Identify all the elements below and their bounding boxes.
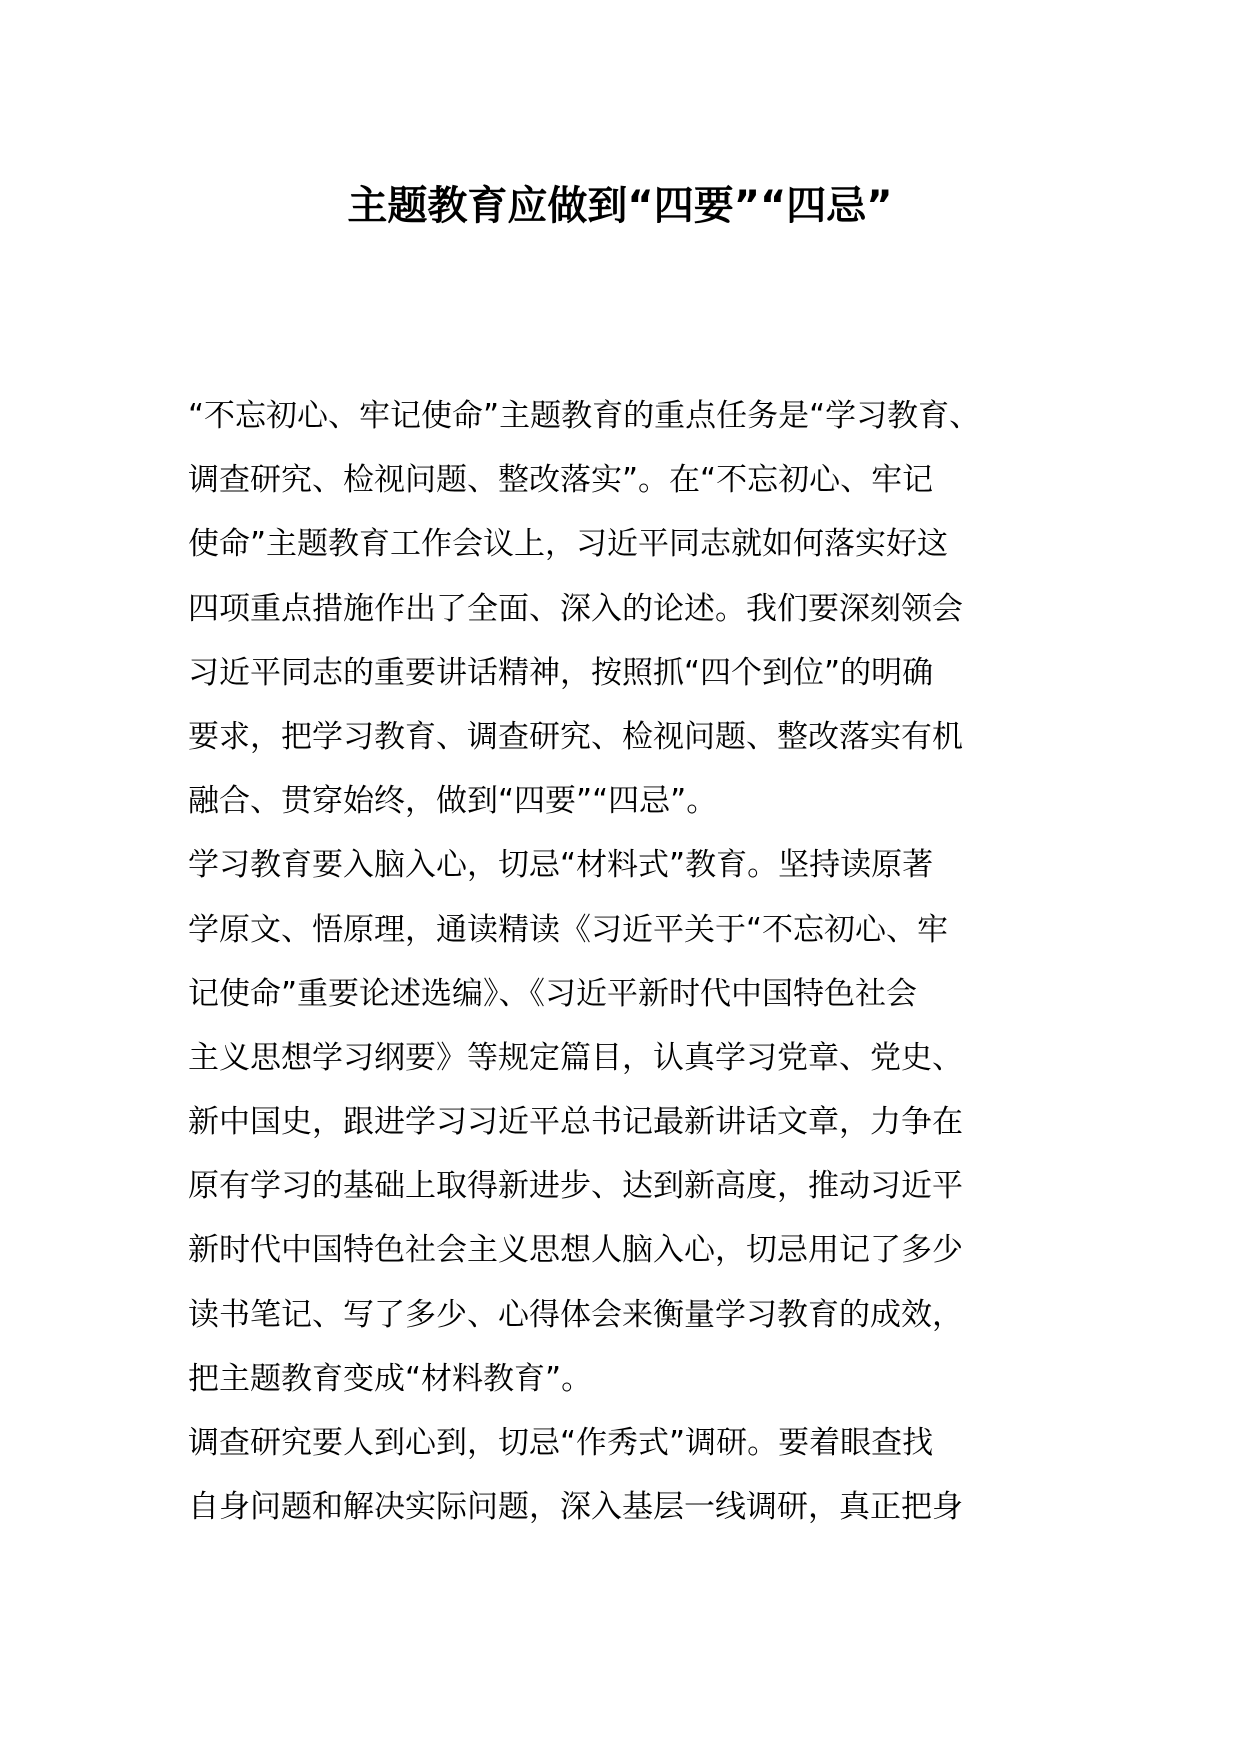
body-line: 调查研究要人到心到，切忌“作秀式”调研。要着眼查找 xyxy=(188,1425,934,1461)
body-line: 习近平同志的重要讲话精神，按照抓“四个到位”的明确 xyxy=(188,654,934,691)
document-title: 主题教育应做到“四要”“四忌” xyxy=(347,183,893,229)
body-line: 原有学习的基础上取得新进步、达到新高度，推动习近平 xyxy=(188,1168,963,1205)
body-line: 使命”主题教育工作会议上，习近平同志就如何落实好这 xyxy=(188,526,949,563)
body-line: 把主题教育变成“材料教育”。 xyxy=(188,1360,593,1397)
body-line: 四项重点措施作出了全面、深入的论述。我们要深刻领会 xyxy=(188,590,963,627)
body-line: 自身问题和解决实际问题，深入基层一线调研，真正把身 xyxy=(188,1489,963,1526)
body-line: 新中国史，跟进学习习近平总书记最新讲话文章，力争在 xyxy=(188,1104,963,1141)
body-line: 融合、贯穿始终，做到“四要”“四忌”。 xyxy=(188,783,718,820)
body-line: 读书笔记、写了多少、心得体会来衡量学习教育的成效， xyxy=(188,1296,963,1333)
body-line: “不忘初心、牢记使命”主题教育的重点任务是“学习教育、 xyxy=(188,398,981,434)
body-line: 要求，把学习教育、调查研究、检视问题、整改落实有机 xyxy=(188,718,963,755)
document-body xyxy=(188,384,1056,1539)
body-line: 主义思想学习纲要》等规定篇目，认真学习党章、党史、 xyxy=(188,1039,963,1076)
body-line: 调查研究、检视问题、整改落实”。在“不忘初心、牢记 xyxy=(188,462,934,499)
body-line: 学习教育要入脑入心，切忌“材料式”教育。坚持读原著 xyxy=(188,847,934,884)
body-line: 新时代中国特色社会主义思想人脑入心，切忌用记了多少 xyxy=(188,1232,963,1269)
body-line: 记使命”重要论述选编》、《习近平新时代中国特色社会 xyxy=(188,975,918,1012)
body-line: 学原文、悟原理，通读精读《习近平关于“不忘初心、牢 xyxy=(188,911,949,948)
